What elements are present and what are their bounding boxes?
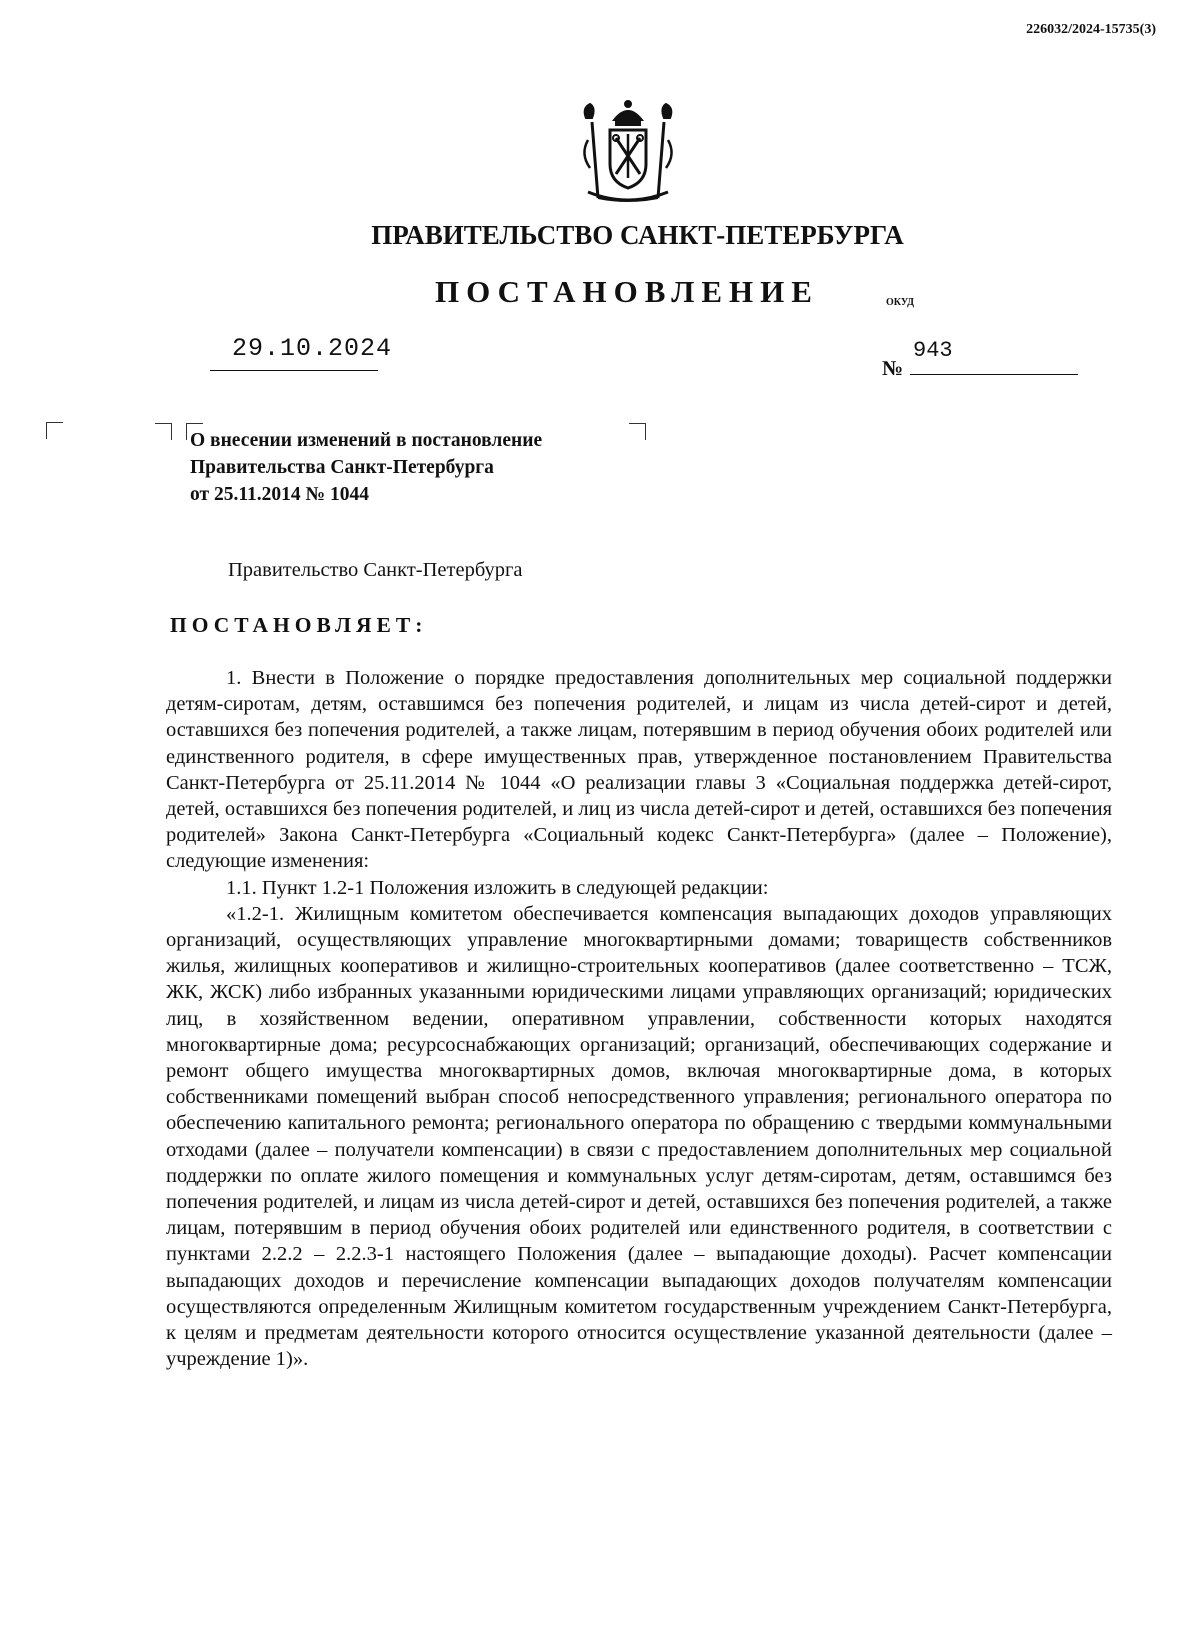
document-body — [166, 665, 1112, 1372]
body-paragraph: 1.1. Пункт 1.2-1 Положения изложить в следующей редакции: — [226, 876, 769, 899]
subject-line: О внесении изменений в постановление — [190, 430, 543, 451]
issuer-line: Правительство Санкт-Петербурга — [228, 559, 523, 581]
subject-corner-mark — [155, 423, 172, 440]
margin-corner-mark — [46, 422, 63, 439]
body-paragraph: 1. Внести в Положение о порядке предоставления дополнительных мер социальной поддержки детям-сиротам, детям, оставшимся без попечения родителей, и лицам из числа детей-сирот и детей, оставшихся без попечения родителей, а также лицам, потерявшим в период обучения обоих родителей или единственного родителя, в сфере имущественных прав, утвержденное постановлением Правительства Санкт-Петербурга от 25.11.2014 № 1044 «О реализации главы 3 «Социальная поддержка детей-сирот, детей, оставшихся без попечения родителей, и лиц из числа детей-сирот и детей, оставшихся без попечения родителей» Закона Санкт-Петербурга «Социальный кодекс Санкт-Петербурга» (далее – Положение), следующие изменения: — [166, 667, 1112, 873]
registration-number: 226032/2024-15735(3) — [1026, 22, 1156, 37]
document-type: ПОСТАНОВЛЕНИЕ — [435, 274, 819, 309]
subject-line: Правительства Санкт-Петербурга — [190, 457, 494, 478]
document-number: 943 — [913, 338, 953, 363]
number-sign: № — [882, 356, 904, 380]
body-paragraph: «1.2-1. Жилищным комитетом обеспечивается компенсация выпадающих доходов управляющих организаций, осуществляющих управление многоквартирными домами; товариществ собственников жилья, жилищных кооперативов и жилищно-строительных кооперативов (далее соответственно – ТСЖ, ЖК, ЖСК) либо избранных указанными юридическими лицами управляющих организаций; юридических лиц, в хозяйственном ведении, оперативном управлении, собственности которых находятся многоквартирные дома; ресурсоснабжающих организаций; организаций, обеспечивающих содержание и ремонт общего имущества многоквартирных домов, включая многоквартирные дома, в которых собственниками помещений выбран способ непосредственного управления; регионального оператора по обеспечению капитального ремонта; регионального оператора по обращению с твердыми коммунальными отходами (далее – получатели компенсации) в связи с предоставлением дополнительных мер социальной поддержки по оплате жилого помещения и коммунальных услуг детям-сиротам, детям, оставшимся без попечения родителей, и лицам из числа детей-сирот и детей, оставшихся без попечения родителей, а также лицам, потерявшим в период обучения обоих родителей или единственного родителя, в соответствии с пунктами 2.2.2 – 2.2.3-1 настоящего Положения (далее – выпадающие доходы). Расчет компенсации выпадающих доходов и перечисление компенсации выпадающих доходов получателям компенсации осуществляются определенным Жилищным комитетом государственным учреждением Санкт-Петербурга, к целям и предметам деятельности которого относится осуществление указанной деятельности (далее – учреждение 1)». — [166, 902, 1112, 1371]
document-date: 29.10.2024 — [232, 334, 393, 363]
saint-petersburg-coat-of-arms-icon — [578, 98, 678, 206]
number-underline — [910, 374, 1078, 375]
organization-name: ПРАВИТЕЛЬСТВО САНКТ-ПЕТЕРБУРГА — [371, 220, 904, 250]
document-subject — [190, 427, 542, 508]
subject-corner-mark — [629, 423, 646, 440]
subject-line: от 25.11.2014 № 1044 — [190, 484, 369, 505]
date-underline — [210, 370, 378, 371]
okud-label: ОКУД — [886, 297, 915, 308]
decrees-heading: ПОСТАНОВЛЯЕТ: — [170, 613, 428, 637]
